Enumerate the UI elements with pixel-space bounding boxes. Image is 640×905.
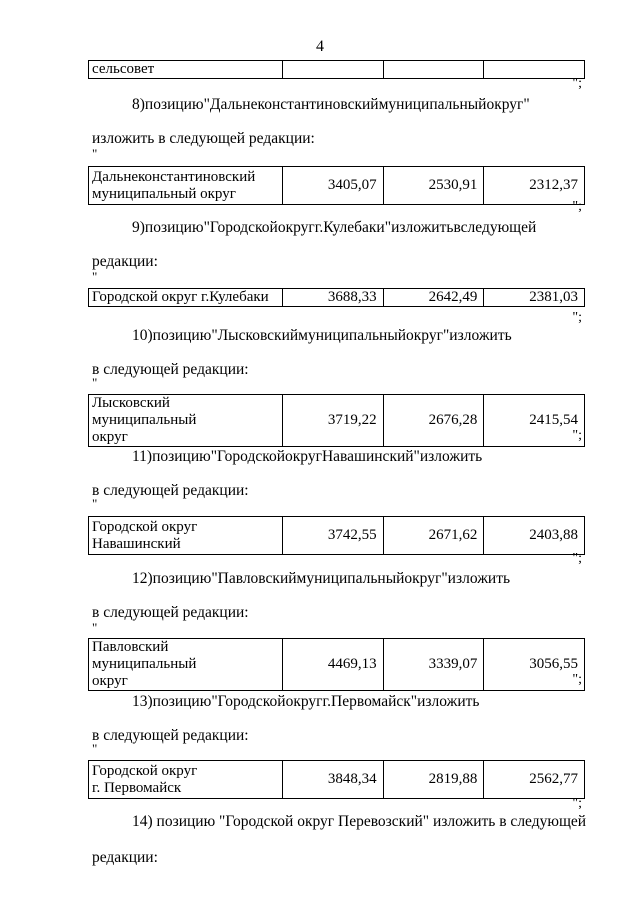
row-value-1: 3405,07 bbox=[283, 167, 384, 205]
word: округ bbox=[277, 219, 315, 236]
word: позицию bbox=[144, 219, 204, 236]
row-value-2: 2671,62 bbox=[383, 517, 484, 555]
row-value-3 bbox=[484, 61, 585, 79]
row-value-2 bbox=[383, 61, 484, 79]
closing-quote: "; bbox=[572, 199, 582, 214]
row-name bbox=[89, 289, 283, 307]
row-name-line: Городской округ bbox=[92, 518, 198, 535]
paragraph-line: в следующей редакции: bbox=[92, 727, 249, 744]
closing-quote: "; bbox=[572, 672, 582, 687]
table-row bbox=[88, 60, 585, 79]
opening-quote: " bbox=[92, 146, 98, 161]
row-value-2: 2642,49 bbox=[383, 289, 484, 307]
closing-quote: "; bbox=[572, 76, 582, 91]
word: позицию bbox=[152, 448, 211, 465]
word: изложить bbox=[391, 219, 454, 236]
word: 12) bbox=[132, 570, 153, 587]
table-row bbox=[88, 166, 585, 205]
row-name-line: Городской округ г.Кулебаки bbox=[92, 289, 269, 305]
word: 9) bbox=[132, 219, 145, 236]
word: 11) bbox=[132, 448, 153, 465]
paragraph-line bbox=[92, 95, 579, 115]
row-name-line: округ bbox=[92, 429, 128, 445]
word: в bbox=[453, 219, 461, 236]
row-value-1: 3719,22 bbox=[283, 395, 384, 447]
paragraph-line: в следующей редакции: bbox=[92, 482, 249, 499]
paragraph-line: изложить в следующей редакции: bbox=[92, 130, 315, 147]
row-value-3: 2415,54 bbox=[484, 395, 585, 447]
word: 13) bbox=[132, 693, 153, 710]
word: г. bbox=[314, 219, 324, 236]
paragraph-line: 14) позицию "Городской округ Перевозский" изложить в следующей bbox=[132, 813, 587, 830]
row-name-line: г. Первомайск bbox=[92, 779, 182, 796]
paragraph-line bbox=[92, 326, 579, 346]
table-row bbox=[88, 394, 585, 447]
closing-quote: "; bbox=[572, 551, 582, 566]
row-value-3: 3056,55 bbox=[484, 639, 585, 691]
closing-quote: "; bbox=[572, 428, 582, 443]
row-value-2: 2819,88 bbox=[383, 761, 484, 799]
opening-quote: " bbox=[92, 620, 98, 635]
word: Кулебаки" bbox=[323, 219, 392, 236]
word: "Павловский bbox=[211, 570, 297, 587]
paragraph-line bbox=[92, 692, 579, 712]
opening-quote: " bbox=[92, 269, 98, 284]
row-value-1: 3848,34 bbox=[283, 761, 384, 799]
row-value-2: 2530,91 bbox=[383, 167, 484, 205]
paragraph-line bbox=[92, 569, 579, 589]
row-name-line: муниципальный округ bbox=[92, 185, 236, 202]
paragraph-item bbox=[92, 692, 579, 746]
word: 10) bbox=[132, 327, 153, 344]
word: "Городской bbox=[203, 219, 278, 236]
word: изложить bbox=[449, 327, 512, 344]
closing-quote: "; bbox=[572, 310, 582, 325]
row-value-1 bbox=[283, 61, 384, 79]
row-name bbox=[89, 517, 283, 555]
row-name-line: Дальнеконстантиновский bbox=[92, 168, 256, 185]
word: округ" bbox=[404, 570, 448, 587]
paragraph-line bbox=[92, 447, 579, 467]
row-name bbox=[89, 395, 283, 447]
word: округ" bbox=[486, 96, 530, 113]
row-name-line: Лысковский муниципальный bbox=[92, 395, 197, 428]
row-name-line: Навашинский bbox=[92, 535, 181, 552]
paragraph-line: редакции: bbox=[92, 849, 158, 866]
word: округ" bbox=[406, 327, 450, 344]
paragraph-line: редакции: bbox=[92, 253, 158, 270]
word: позицию bbox=[152, 570, 212, 587]
row-name-line: округ bbox=[92, 673, 128, 689]
word: изложить bbox=[417, 693, 480, 710]
row-value-1: 3688,33 bbox=[283, 289, 384, 307]
opening-quote: " bbox=[92, 375, 98, 390]
row-name bbox=[89, 167, 283, 205]
row-value-3: 2403,88 bbox=[484, 517, 585, 555]
closing-quote: "; bbox=[572, 796, 582, 811]
word: муниципальный bbox=[298, 327, 407, 344]
opening-quote: " bbox=[92, 741, 98, 756]
paragraph-line: в следующей редакции: bbox=[92, 604, 249, 621]
paragraph-item-14 bbox=[92, 812, 587, 868]
table-row bbox=[88, 288, 585, 307]
row-value-1: 4469,13 bbox=[283, 639, 384, 691]
paragraph-line: в следующей редакции: bbox=[92, 361, 249, 378]
row-value-3: 2312,37 bbox=[484, 167, 585, 205]
row-value-2: 3339,07 bbox=[383, 639, 484, 691]
word: позицию bbox=[152, 327, 212, 344]
row-name bbox=[89, 761, 283, 799]
row-name: сельсовет bbox=[89, 61, 283, 79]
paragraph-item bbox=[92, 326, 579, 380]
word: Первомайск" bbox=[331, 693, 418, 710]
row-value-1: 3742,55 bbox=[283, 517, 384, 555]
word: изложить bbox=[419, 448, 483, 465]
page-number: 4 bbox=[316, 38, 324, 55]
paragraph-item bbox=[92, 95, 579, 149]
row-value-3: 2381,03 bbox=[484, 289, 585, 307]
word: округ bbox=[285, 693, 323, 710]
word: Навашинский" bbox=[321, 448, 420, 465]
opening-quote: " bbox=[92, 496, 98, 511]
word: "Городской bbox=[211, 693, 286, 710]
word: следующей bbox=[460, 219, 537, 236]
word: г. bbox=[322, 693, 332, 710]
table-row bbox=[88, 516, 585, 555]
paragraph-item bbox=[92, 447, 579, 501]
word: муниципальный bbox=[378, 96, 487, 113]
word: муниципальный bbox=[296, 570, 405, 587]
row-value-3: 2562,77 bbox=[484, 761, 585, 799]
paragraph-line bbox=[92, 218, 579, 238]
table-row bbox=[88, 638, 585, 691]
row-name bbox=[89, 639, 283, 691]
word: позицию bbox=[144, 96, 204, 113]
paragraph-item bbox=[92, 218, 579, 272]
table-row bbox=[88, 760, 585, 799]
word: "Городской bbox=[210, 448, 286, 465]
word: 8) bbox=[132, 96, 145, 113]
row-value-2: 2676,28 bbox=[383, 395, 484, 447]
word: изложить bbox=[447, 570, 511, 587]
word: "Дальнеконстантиновский bbox=[203, 96, 379, 113]
word: округ bbox=[285, 448, 322, 465]
row-name-line: Павловский муниципальный bbox=[92, 639, 197, 672]
row-name-line: Городской округ bbox=[92, 762, 198, 779]
paragraph-item bbox=[92, 569, 579, 623]
word: позицию bbox=[152, 693, 212, 710]
word: "Лысковский bbox=[211, 327, 299, 344]
